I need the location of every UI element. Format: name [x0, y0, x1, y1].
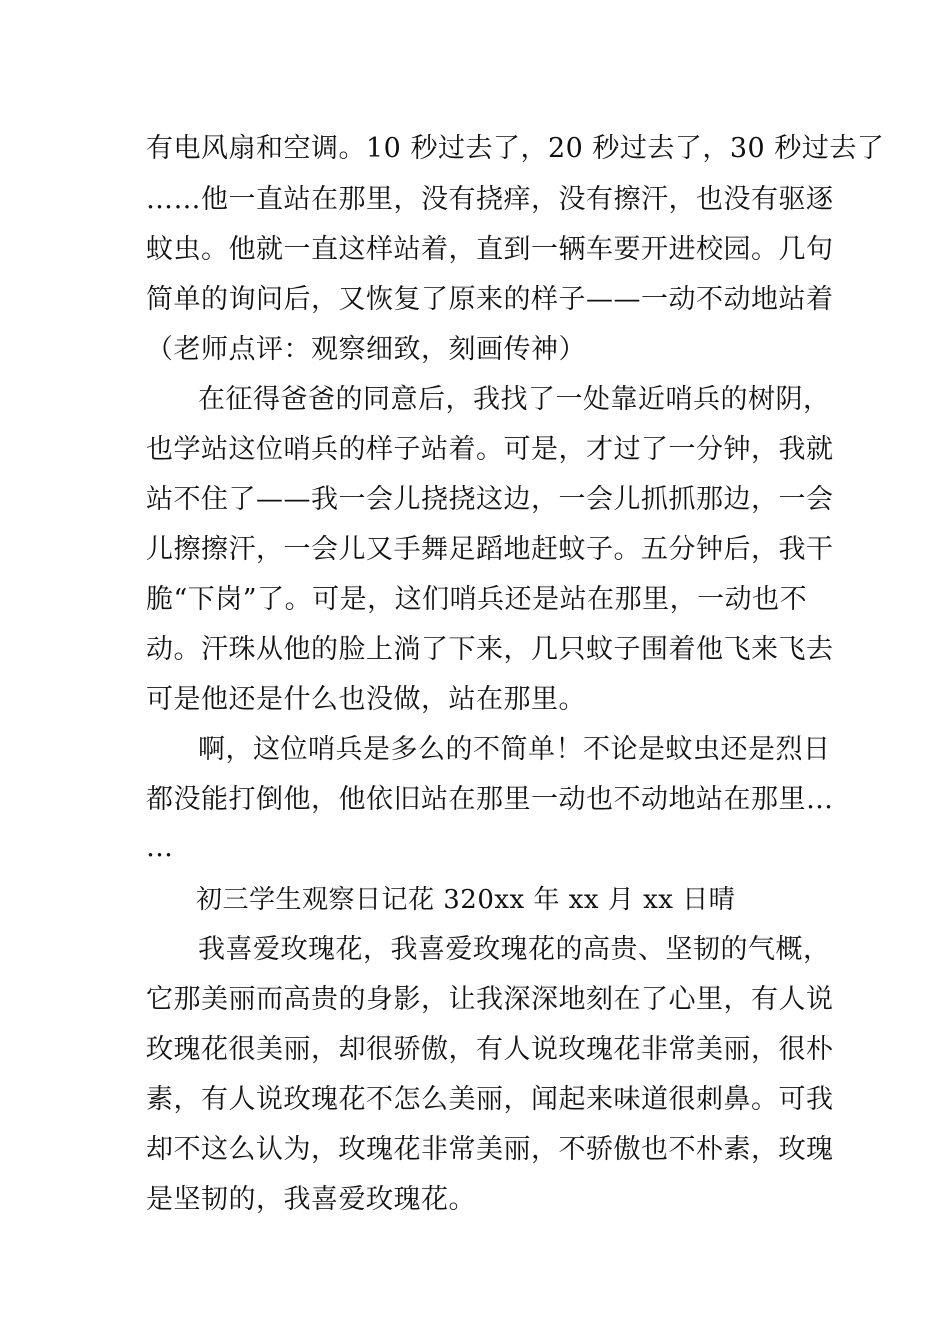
paragraph-first-line: 啊，这位哨兵是多么的不简单！不论是蚊虫还是烈日 [198, 734, 831, 765]
paragraph-first-line: 我喜爱玫瑰花，我喜爱玫瑰花的高贵、坚韧的气概， [198, 934, 831, 965]
text-line: 动。汗珠从他的脸上淌了下来，几只蚊子围着他飞来飞去 [146, 634, 834, 665]
text-line: ……他一直站在那里，没有挠痒，没有擦汗，也没有驱逐 [146, 184, 834, 215]
text-line: 素，有人说玫瑰花不怎么美丽，闻起来味道很刺鼻。可我 [146, 1084, 834, 1115]
text-line: 站不住了——我一会儿挠挠这边，一会儿抓抓那边，一会 [146, 484, 834, 515]
text-line: 可是他还是什么也没做，站在那里。 [146, 684, 586, 715]
text-line: 简单的询问后，又恢复了原来的样子——一动不动地站着 [146, 284, 834, 315]
text-line: … [146, 832, 174, 863]
text-line: 也学站这位哨兵的样子站着。可是，才过了一分钟，我就 [146, 434, 834, 465]
text-line: 却不这么认为，玫瑰花非常美丽，不骄傲也不朴素，玫瑰 [146, 1134, 834, 1165]
text-line: 蚊虫。他就一直这样站着，直到一辆车要开进校园。几句 [146, 234, 834, 265]
text-line: 都没能打倒他，他依旧站在那里一动也不动地站在那里… [146, 784, 834, 815]
paragraph-first-line: 在征得爸爸的同意后，我找了一处靠近哨兵的树阴， [198, 384, 831, 415]
text-line: 玫瑰花很美丽，却很骄傲，有人说玫瑰花非常美丽，很朴 [146, 1034, 834, 1065]
text-line: 脆“下岗”了。可是，这们哨兵还是站在那里，一动也不 [146, 584, 808, 615]
text-line: （老师点评：观察细致，刻画传神） [146, 334, 586, 365]
text-line: 它那美丽而高贵的身影，让我深深地刻在了心里，有人说 [146, 984, 834, 1015]
text-line: 是坚韧的，我喜爱玫瑰花。 [146, 1184, 476, 1215]
text-line: 儿擦擦汗，一会儿又手舞足蹈地赶蚊子。五分钟后，我干 [146, 534, 834, 565]
text-line: 有电风扇和空调。10 秒过去了，20 秒过去了，30 秒过去了 [146, 133, 885, 164]
diary-heading: 初三学生观察日记花 320xx 年 xx 月 xx 日晴 [196, 885, 736, 915]
